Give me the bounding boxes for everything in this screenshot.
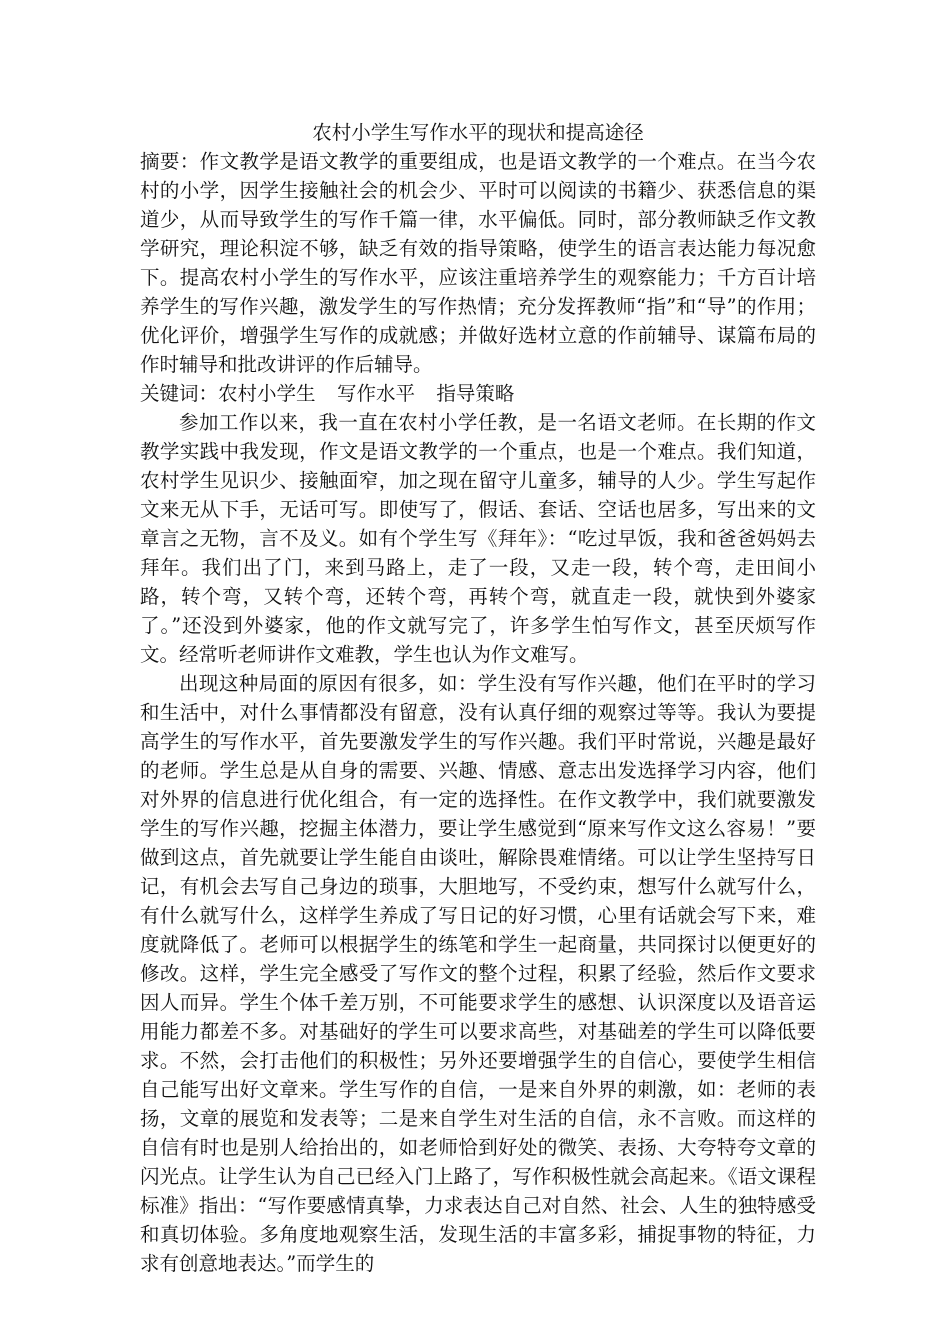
abstract-paragraph: 摘要：作文教学是语文教学的重要组成，也是语文教学的一个难点。在当今农村的小学，因学生接触社会的机会少、平时可以阅读的书籍少、获悉信息的渠道少，从而导致学生的写作千篇一律，水平偏低。同时，部分教师缺乏作文教学研究，理论积淀不够，缺乏有效的指导策略，使学生的语言表达能力每况愈下。提高农村小学生的写作水平，应该注重培养学生的观察能力；千方百计培养学生的写作兴趣，激发学生的写作热情；充分发挥教师“指”和“导”的作用；优化评价，增强学生写作的成就感；并做好选材立意的作前辅导、谋篇布局的作时辅导和批改讲评的作后辅导。 [140, 150, 816, 376]
document-title: 农村小学生写作水平的现状和提高途径 [312, 121, 644, 144]
keywords-label: 关键词： [140, 382, 219, 405]
keyword-item: 指导策略 [436, 382, 515, 405]
body-paragraph-1: 参加工作以来，我一直在农村小学任教，是一名语文老师。在长期的作文教学实践中我发现，作文是语文教学的一个重点，也是一个难点。我们知道，农村学生见识少、接触面窄，加之现在留守儿童多，辅导的人少。学生写起作文来无从下手，无话可写。即使写了，假话、套话、空话也居多，写出来的文章言之无物，言不及义。如有个学生写《拜年》：“吃过早饭，我和爸爸妈妈去拜年。我们出了门，来到马路上，走了一段，又走一段，转个弯，走田间小路，转个弯，又转个弯，还转个弯，再转个弯，就直走一段，就快到外婆家了。”还没到外婆家，他的作文就写完了，许多学生怕写作文，甚至厌烦写作文。经常听老师讲作文难教，学生也认为作文难写。 [140, 411, 816, 666]
keyword-item: 农村小学生 [218, 382, 316, 405]
keywords-line [140, 379, 816, 408]
keyword-item: 写作水平 [336, 382, 415, 405]
document-page [140, 118, 816, 1278]
body-paragraph-2: 出现这种局面的原因有很多，如：学生没有写作兴趣，他们在平时的学习和生活中，对什么事情都没有留意，没有认真仔细的观察过等等。我认为要提高学生的写作水平，首先要激发学生的写作兴趣。我们平时常说，兴趣是最好的老师。学生总是从自身的需要、兴趣、情感、意志出发选择学习内容，他们对外界的信息进行优化组合，有一定的选择性。在作文教学中，我们就要激发学生的写作兴趣，挖掘主体潜力，要让学生感觉到“原来写作文这么容易！”要做到这点，首先就要让学生能自由谈吐，解除畏难情绪。可以让学生坚持写日记，有机会去写自己身边的琐事，大胆地写，不受约束，想写什么就写什么，有什么就写什么，这样学生养成了写日记的好习惯，心里有话就会写下来，难度就降低了。老师可以根据学生的练笔和学生一起商量，共同探讨以便更好的修改。这样，学生完全感受了写作文的整个过程，积累了经验，然后作文要求因人而异。学生个体千差万别，不可能要求学生的感想、认识深度以及语音运用能力都差不多。对基础好的学生可以要求高些，对基础差的学生可以降低要求。不然，会打击他们的积极性；另外还要增强学生的自信心，要使学生相信自己能写出好文章来。学生写作的自信，一是来自外界的刺激，如：老师的表扬，文章的展览和发表等；二是来自学生对生活的自信，永不言败。而这样的自信有时也是别人给抬出的，如老师恰到好处的微笑、表扬、大夸特夸文章的闪光点。让学生认为自己已经入门上路了，写作积极性就会高起来。《语文课程标准》指出：“写作要感情真挚，力求表达自己对自然、社会、人生的独特感受和真切体验。多角度地观察生活，发现生活的丰富多彩，捕捉事物的特征，力求有创意地表达。”而学生的 [140, 672, 816, 1275]
